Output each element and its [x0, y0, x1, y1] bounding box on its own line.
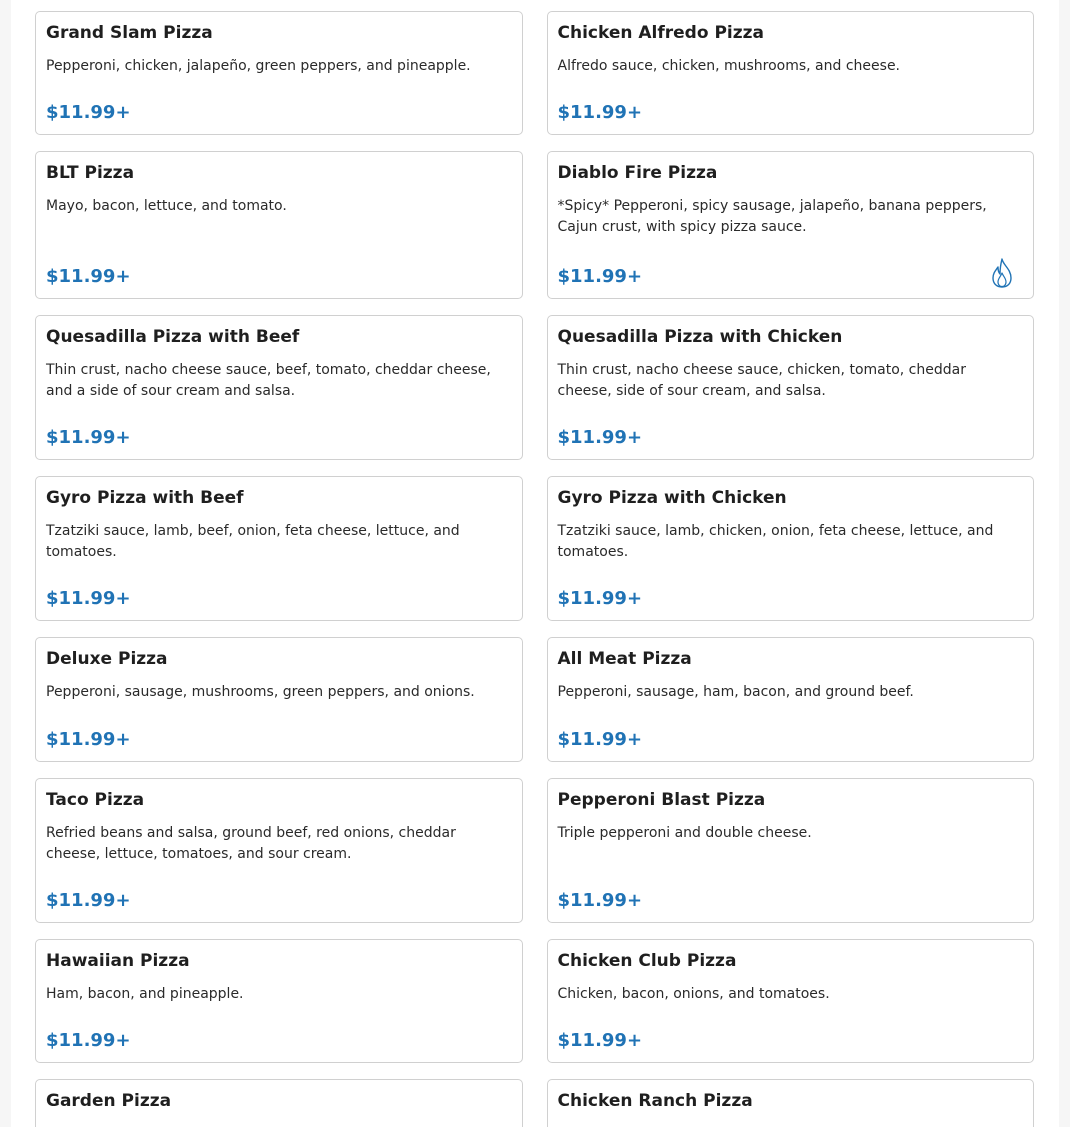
- menu-row: [35, 778, 1034, 923]
- menu-item-name: Chicken Ranch Pizza: [557, 1091, 753, 1111]
- menu-item-card[interactable]: [547, 476, 1035, 621]
- menu-item-card[interactable]: [35, 939, 523, 1063]
- menu-item-name: All Meat Pizza: [557, 649, 692, 669]
- menu-item-card[interactable]: [547, 1079, 1035, 1127]
- menu-item-card[interactable]: [547, 778, 1035, 923]
- menu-item-price: $11.99+: [46, 729, 131, 750]
- menu-item-card[interactable]: [547, 637, 1035, 762]
- menu-item-description: Pepperoni, sausage, ham, bacon, and ground beef.: [557, 684, 914, 700]
- menu-item-name: Quesadilla Pizza with Beef: [46, 327, 300, 347]
- menu-item-description: Chicken, bacon, onions, and tomatoes.: [557, 986, 830, 1002]
- menu-item-name: Garden Pizza: [46, 1091, 172, 1111]
- menu-item-name: Grand Slam Pizza: [46, 23, 213, 43]
- menu-item-price: $11.99+: [46, 266, 131, 287]
- menu-item-card[interactable]: [35, 778, 523, 923]
- menu-grid: [35, 11, 1034, 1127]
- menu-item-price: $11.99+: [557, 890, 643, 911]
- menu-item-card[interactable]: [35, 1079, 523, 1127]
- menu-item-description: Tzatziki sauce, lamb, chicken, onion, feta cheese, lettuce, and tomatoes.: [557, 523, 994, 560]
- menu-item-price: $11.99+: [557, 1030, 643, 1051]
- menu-item-price: $11.99+: [46, 102, 131, 123]
- menu-item-card[interactable]: [547, 939, 1035, 1063]
- menu-item-price: $11.99+: [46, 1030, 131, 1051]
- menu-item-card[interactable]: [35, 476, 523, 621]
- menu-item-name: Taco Pizza: [46, 790, 145, 810]
- menu-item-name: Deluxe Pizza: [46, 649, 168, 669]
- menu-item-name: Diablo Fire Pizza: [557, 163, 718, 183]
- menu-item-price: $11.99+: [557, 588, 643, 609]
- menu-page: [11, 0, 1059, 1127]
- menu-item-card[interactable]: [547, 315, 1035, 460]
- menu-item-description: Pepperoni, chicken, jalapeño, green peppers, and pineapple.: [46, 58, 471, 74]
- menu-item-name: BLT Pizza: [46, 163, 135, 183]
- menu-item-name: Chicken Club Pizza: [557, 951, 737, 971]
- menu-item-card[interactable]: [547, 11, 1035, 135]
- menu-row: [35, 11, 1034, 135]
- menu-item-card[interactable]: [35, 637, 523, 762]
- menu-item-description: Pepperoni, sausage, mushrooms, green peppers, and onions.: [46, 684, 475, 700]
- menu-item-card[interactable]: [35, 315, 523, 460]
- flame-icon: [989, 257, 1015, 289]
- menu-item-price: $11.99+: [557, 266, 643, 287]
- menu-item-description: Thin crust, nacho cheese sauce, chicken, tomato, cheddar cheese, side of sour cream, and salsa.: [557, 362, 966, 399]
- menu-item-name: Chicken Alfredo Pizza: [557, 23, 764, 43]
- menu-item-price: $11.99+: [46, 427, 131, 448]
- menu-item-description: Alfredo sauce, chicken, mushrooms, and cheese.: [557, 58, 901, 74]
- menu-item-description: Refried beans and salsa, ground beef, red onions, cheddar cheese, lettuce, tomatoes, and sour cream.: [46, 825, 456, 862]
- menu-item-card[interactable]: [35, 11, 523, 135]
- menu-row: [35, 637, 1034, 762]
- menu-item-name: Quesadilla Pizza with Chicken: [557, 327, 843, 347]
- menu-row: [35, 1079, 1034, 1127]
- menu-item-description: Tzatziki sauce, lamb, beef, onion, feta cheese, lettuce, and tomatoes.: [46, 523, 460, 560]
- menu-item-card[interactable]: [547, 151, 1035, 299]
- menu-item-price: $11.99+: [557, 427, 643, 448]
- menu-item-name: Pepperoni Blast Pizza: [557, 790, 766, 810]
- menu-item-card[interactable]: [35, 151, 523, 299]
- menu-item-price: $11.99+: [557, 729, 643, 750]
- menu-item-description: Triple pepperoni and double cheese.: [557, 825, 812, 841]
- menu-item-description: *Spicy* Pepperoni, spicy sausage, jalapeño, banana peppers, Cajun crust, with spicy pizza sauce.: [557, 198, 987, 235]
- menu-item-description: Mayo, bacon, lettuce, and tomato.: [46, 198, 287, 214]
- menu-row: [35, 939, 1034, 1063]
- menu-item-price: $11.99+: [46, 588, 131, 609]
- menu-item-price: $11.99+: [557, 102, 643, 123]
- menu-row: [35, 476, 1034, 621]
- menu-row: [35, 151, 1034, 299]
- menu-item-name: Gyro Pizza with Beef: [46, 488, 244, 508]
- menu-item-description: Thin crust, nacho cheese sauce, beef, tomato, cheddar cheese, and a side of sour cream and salsa.: [46, 362, 491, 399]
- menu-item-name: Hawaiian Pizza: [46, 951, 190, 971]
- menu-item-description: Ham, bacon, and pineapple.: [46, 986, 244, 1002]
- menu-item-name: Gyro Pizza with Chicken: [557, 488, 787, 508]
- menu-item-price: $11.99+: [46, 890, 131, 911]
- menu-row: [35, 315, 1034, 460]
